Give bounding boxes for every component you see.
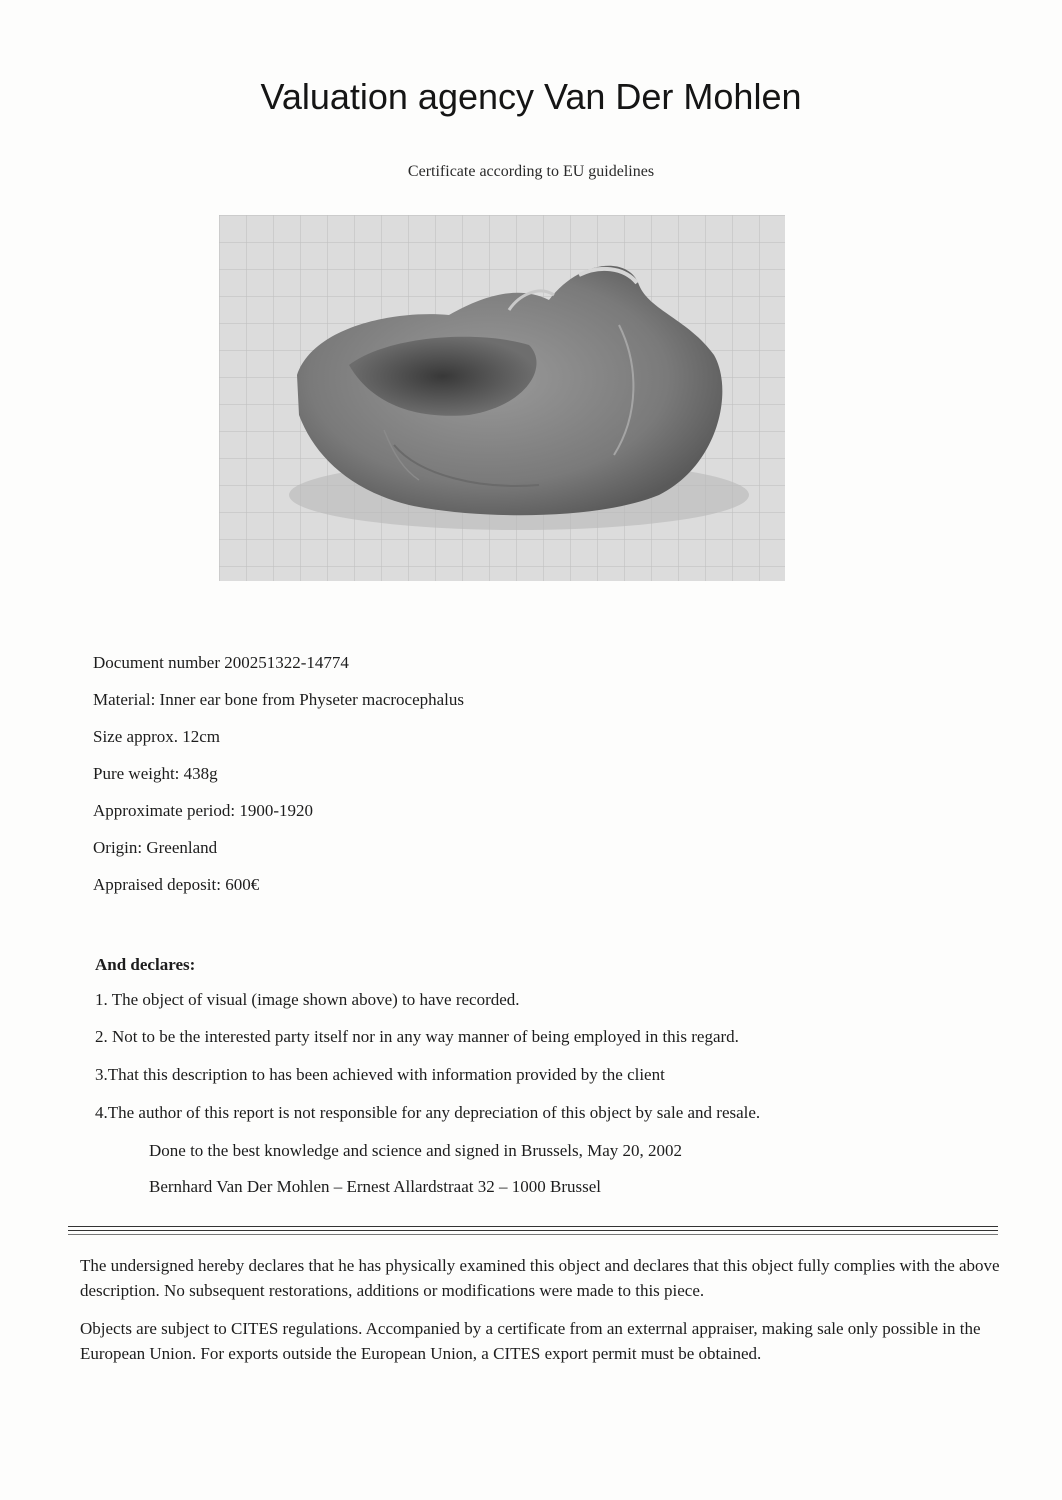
document-number: Document number 200251322-14774 <box>93 653 349 672</box>
examination-statement: The undersigned hereby declares that he has physically examined this object and declares that this object fully complies with the above description. No subsequent restorations, additions or modifications were made to this piece. <box>80 1256 1000 1300</box>
divider <box>68 1230 998 1231</box>
declaration-item: 4.The author of this report is not responsible for any depreciation of this object by sale and resale. <box>95 1103 761 1122</box>
object-details <box>93 652 464 911</box>
bone-photo-graphic <box>219 215 785 581</box>
size: Size approx. 12cm <box>93 727 220 746</box>
inner-ear-bone-photo <box>219 215 785 581</box>
approximate-period: Approximate period: 1900-1920 <box>93 801 314 820</box>
declaration-item: 1. The object of visual (image shown above) to have recorded. <box>95 990 520 1009</box>
divider <box>68 1234 998 1235</box>
cites-notice: Objects are subject to CITES regulations. Accompanied by a certificate from an exterrnal appraiser, making sale only possible in the European Union. For exports outside the European Union, a CITES export permit must be obtained. <box>80 1319 981 1363</box>
page-subtitle: Certificate according to EU guidelines <box>407 163 655 180</box>
origin: Origin: Greenland <box>93 838 218 857</box>
appraised-deposit: Appraised deposit: 600€ <box>93 875 260 894</box>
declares-heading: And declares: <box>95 955 196 974</box>
signed-statement: Done to the best knowledge and science and signed in Brussels, May 20, 2002 <box>149 1141 683 1160</box>
material: Material: Inner ear bone from Physeter macrocephalus <box>93 690 465 709</box>
divider <box>68 1226 998 1227</box>
page-title: Valuation agency Van Der Mohlen <box>260 76 802 117</box>
declaration-item: 3.That this description to has been achieved with information provided by the client <box>95 1065 665 1084</box>
signatory: Bernhard Van Der Mohlen – Ernest Allardstraat 32 – 1000 Brussel <box>149 1177 601 1196</box>
pure-weight: Pure weight: 438g <box>93 764 218 783</box>
declaration-item: 2. Not to be the interested party itself nor in any way manner of being employed in this regard. <box>95 1027 739 1046</box>
